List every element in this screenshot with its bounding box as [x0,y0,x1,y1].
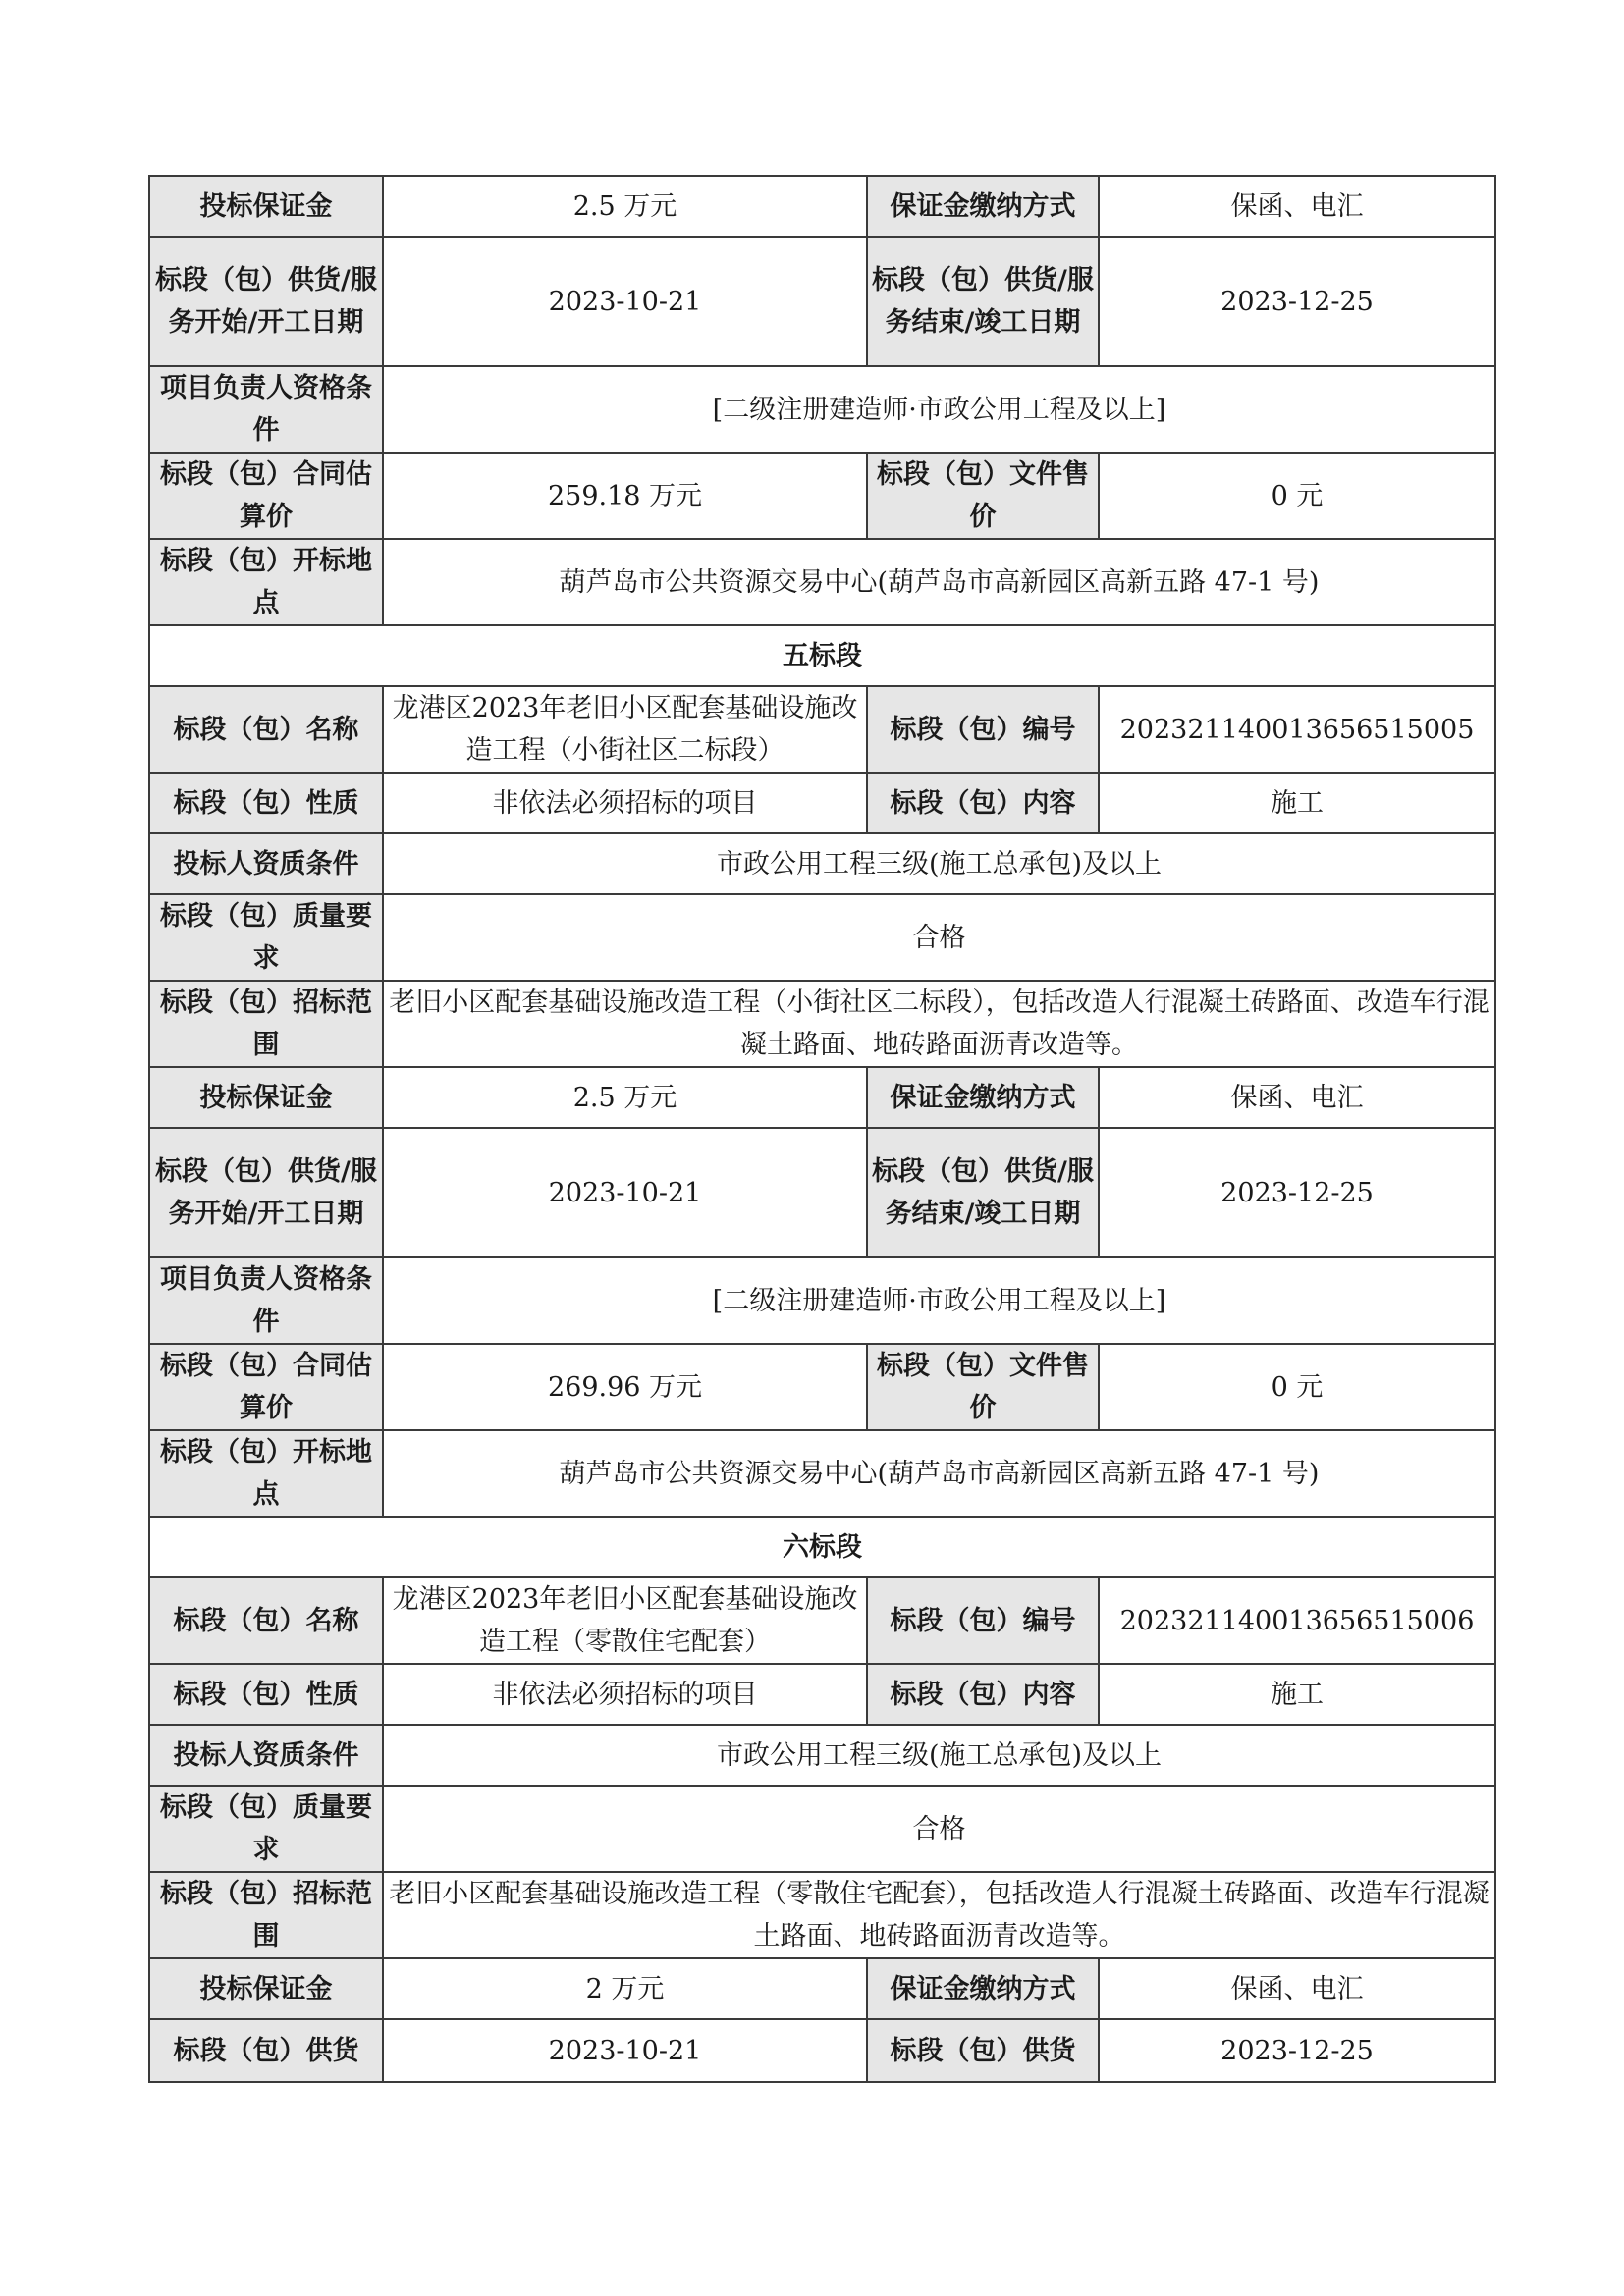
qualification-label: 投标人资质条件 [149,833,383,894]
s6-date-row [149,2019,1495,2082]
s6-scope-row [149,1872,1495,1958]
start-date-value: 2023-10-21 [383,1128,867,1257]
s6-qualification-row [149,1725,1495,1786]
nature-value: 非依法必须招标的项目 [383,1664,867,1725]
start-date-label: 标段（包）供货/服务开始/开工日期 [149,1128,383,1257]
quality-value: 合格 [383,1786,1495,1872]
code-label: 标段（包）编号 [867,1577,1099,1664]
name-value: 龙港区2023年老旧小区配套基础设施改造工程（小街社区二标段） [383,686,867,773]
nature-label: 标段（包）性质 [149,1664,383,1725]
code-value: 202321140013656515006 [1099,1577,1495,1664]
price-label: 标段（包）合同估算价 [149,453,383,539]
content-label: 标段（包）内容 [867,1664,1099,1725]
bond-label: 投标保证金 [149,1958,383,2019]
fee-value: 0 元 [1099,453,1495,539]
nature-value: 非依法必须招标的项目 [383,773,867,833]
end-date-label: 标段（包）供货/服务结束/竣工日期 [867,237,1099,366]
s5-qualification-row [149,833,1495,894]
bond-method-label: 保证金缴纳方式 [867,1958,1099,2019]
code-value: 20232114001365651500​5 [1099,686,1495,773]
quality-label: 标段（包）质量要求 [149,894,383,981]
s5-bond-row [149,1067,1495,1128]
bond-value: 2.5 万元 [383,1067,867,1128]
scope-label: 标段（包）招标范围 [149,981,383,1067]
manager-value: [二级注册建造师·市政公用工程及以上] [383,1257,1495,1344]
fee-value: 0 元 [1099,1344,1495,1430]
start-date-label: 标段（包）供货/服务开始/开工日期 [149,237,383,366]
fee-label: 标段（包）文件售价 [867,453,1099,539]
quality-value: 合格 [383,894,1495,981]
content-label: 标段（包）内容 [867,773,1099,833]
location-value: 葫芦岛市公共资源交易中心(葫芦岛市高新园区高新五路 47-1 号) [383,539,1495,625]
end-date-value: 2023-12-25 [1099,237,1495,366]
bond-label: 投标保证金 [149,1067,383,1128]
content-value: 施工 [1099,1664,1495,1725]
s5-title-row [149,625,1495,686]
s6-name-row [149,1577,1495,1664]
s5-scope-row [149,981,1495,1067]
start-date-value: 2023-10-21 [383,2019,867,2082]
s5-location-row [149,1430,1495,1517]
manager-label: 项目负责人资格条件 [149,366,383,453]
qualification-value: 市政公用工程三级(施工总承包)及以上 [383,1725,1495,1786]
price-value: 259.18 万元 [383,453,867,539]
section-title: 五标段 [149,625,1495,686]
bond-label: 投标保证金 [149,176,383,237]
nature-label: 标段（包）性质 [149,773,383,833]
end-date-label: 标段（包）供货/服务结束/竣工日期 [867,1128,1099,1257]
s4-manager-row [149,366,1495,453]
content-value: 施工 [1099,773,1495,833]
s6-title-row [149,1517,1495,1577]
bond-method-label: 保证金缴纳方式 [867,176,1099,237]
supply-label: 标段（包）供货 [149,2019,383,2082]
s6-quality-row [149,1786,1495,1872]
manager-value: [二级注册建造师·市政公用工程及以上] [383,366,1495,453]
qualification-label: 投标人资质条件 [149,1725,383,1786]
s5-quality-row [149,894,1495,981]
s5-name-row [149,686,1495,773]
code-label: 标段（包）编号 [867,686,1099,773]
name-value: 龙港区2023年老旧小区配套基础设施改造工程（零散住宅配套） [383,1577,867,1664]
start-date-value: 2023-10-21 [383,237,867,366]
section-title: 六标段 [149,1517,1495,1577]
s4-bond-row [149,176,1495,237]
s6-nature-row [149,1664,1495,1725]
supply-label: 标段（包）供货 [867,2019,1099,2082]
end-date-value: 2023-12-25 [1099,2019,1495,2082]
quality-label: 标段（包）质量要求 [149,1786,383,1872]
fee-label: 标段（包）文件售价 [867,1344,1099,1430]
s6-bond-row [149,1958,1495,2019]
bond-value: 2.5 万元 [383,176,867,237]
tender-section-table [148,175,1496,2083]
end-date-value: 2023-12-25 [1099,1128,1495,1257]
bond-value: 2 万元 [383,1958,867,2019]
qualification-value: 市政公用工程三级(施工总承包)及以上 [383,833,1495,894]
name-label: 标段（包）名称 [149,686,383,773]
s5-manager-row [149,1257,1495,1344]
location-label: 标段（包）开标地点 [149,1430,383,1517]
bond-method-label: 保证金缴纳方式 [867,1067,1099,1128]
manager-label: 项目负责人资格条件 [149,1257,383,1344]
name-label: 标段（包）名称 [149,1577,383,1664]
s4-price-row [149,453,1495,539]
s5-price-row [149,1344,1495,1430]
price-value: 269.96 万元 [383,1344,867,1430]
s5-date-row [149,1128,1495,1257]
scope-value: 老旧小区配套基础设施改造工程（小街社区二标段），包括改造人行混凝土砖路面、改造车行混凝土路面、地砖路面沥青改造等。 [383,981,1495,1067]
bond-method-value: 保函、电汇 [1099,1958,1495,2019]
s5-nature-row [149,773,1495,833]
price-label: 标段（包）合同估算价 [149,1344,383,1430]
s4-location-row [149,539,1495,625]
location-value: 葫芦岛市公共资源交易中心(葫芦岛市高新园区高新五路 47-1 号) [383,1430,1495,1517]
location-label: 标段（包）开标地点 [149,539,383,625]
s4-date-row [149,237,1495,366]
bond-method-value: 保函、电汇 [1099,1067,1495,1128]
bond-method-value: 保函、电汇 [1099,176,1495,237]
scope-label: 标段（包）招标范围 [149,1872,383,1958]
scope-value: 老旧小区配套基础设施改造工程（零散住宅配套），包括改造人行混凝土砖路面、改造车行混凝土路面、地砖路面沥青改造等。 [383,1872,1495,1958]
